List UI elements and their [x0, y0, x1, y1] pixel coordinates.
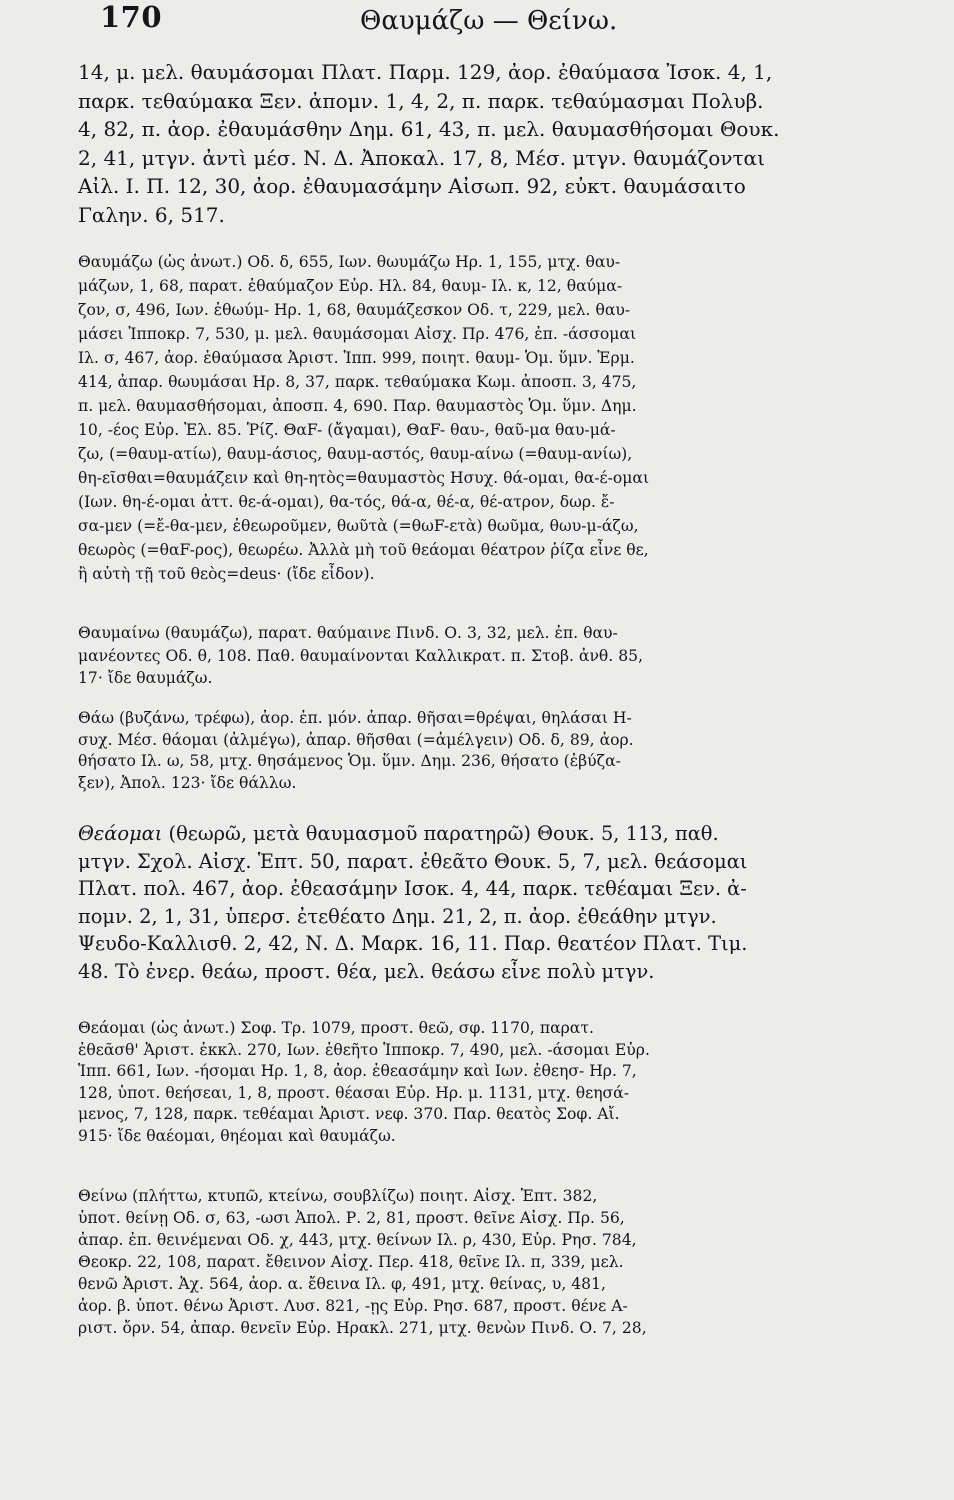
entry-line: μάζων, 1, 68, παρατ. ἐθαύμαζον Εὐρ. Ηλ. 84, θαυμ- Ιλ. κ, 12, θαύμα-: [78, 277, 623, 295]
entry-line: Θείνω (πλήττω, κτυπῶ, κτείνω, σουβλίζω) ποιητ. Αἰσχ. Ἑπτ. 382,: [78, 1187, 598, 1205]
entry-line: ζω, (=θαυμ-ατίω), θαυμ-άσιος, θαυμ-αστός, θαυμ-αίνω (=θαυμ-ανίω),: [78, 445, 633, 463]
entry-line: θεωρὸς (=θαF-ρος), θεωρέω. Ἀλλὰ μὴ τοῦ θεάομαι θέατρον ῥίζα εἶνε θε,: [78, 541, 649, 559]
entry-line: Θάω (βυζάνω, τρέφω), ἀορ. ἐπ. μόν. ἀπαρ. θῆσαι=θρέψαι, θηλάσαι Η-: [78, 709, 632, 727]
entry-line: Πλατ. πολ. 467, ἀορ. ἐθεασάμην Ισοκ. 4, 44, παρκ. τεθέαμαι Ξεν. ἀ-: [78, 877, 747, 900]
entry-lemma: Θεάομαι: [78, 822, 163, 845]
entry-line: 14, μ. μελ. θαυμάσομαι Πλατ. Παρμ. 129, ἀορ. ἐθαύμασα Ἰσοκ. 4, 1,: [78, 60, 773, 84]
entry-theaomai: [78, 1018, 868, 1147]
entry-line: π. μελ. θαυμασθήσομαι, ἀποσπ. 4, 690. Παρ. θαυμαστὸς Ὁμ. ὕμν. Δημ.: [78, 397, 637, 415]
entry-theaomai-italic: [78, 820, 868, 985]
entry-line: ξεν), Ἀπολ. 123· ἴδε θάλλω.: [78, 773, 297, 792]
entry-line: (Ιων. θη-έ-ομαι ἀττ. θε-ά-ομαι), θα-τός, θά-α, θέ-α, θέ-ατρον, δωρ. ἔ-: [78, 493, 615, 511]
entry-line: Ἱππ. 661, Ιων. -ήσομαι Ηρ. 1, 8, ἀορ. ἐθεασάμην καὶ Ιων. ἐθεησ- Ηρ. 7,: [78, 1062, 637, 1080]
entry-line: Ψευδο-Καλλισθ. 2, 42, Ν. Δ. Μαρκ. 16, 11. Παρ. θεατέον Πλατ. Τιμ.: [78, 932, 748, 955]
page-number: 170: [100, 0, 163, 34]
entry-theino: [78, 1185, 868, 1339]
entry-line: ἐθεᾶσθ' Ἀριστ. ἐκκλ. 270, Ιων. ἐθεῆτο Ἱπποκρ. 7, 490, μελ. -άσομαι Εὐρ.: [78, 1040, 650, 1059]
entry-line: θη-εῖσθαι=θαυμάζειν καὶ θη-ητὸς=θαυμαστὸς Ησυχ. θά-ομαι, θα-έ-ομαι: [78, 469, 650, 487]
entry-line: ἀπαρ. ἐπ. θεινέμεναι Οδ. χ, 443, μτχ. θείνων Ιλ. ρ, 430, Εὐρ. Ρησ. 784,: [78, 1231, 637, 1249]
entry-line: συχ. Μέσ. θάομαι (ἀλμέγω), ἀπαρ. θῆσθαι (=ἀμέλγειν) Οδ. δ, 89, ἀορ.: [78, 730, 634, 749]
entry-line: 10, -έος Εὐρ. Ἑλ. 85. Ῥίζ. ΘαF- (ἄγαμαι), ΘαF- θαυ-, θαῦ-μα θαυ-μά-: [78, 421, 616, 439]
entry-line: Γαλην. 6, 517.: [78, 202, 225, 227]
entry-line: παρκ. τεθαύμακα Ξεν. ἀπομν. 1, 4, 2, π. παρκ. τεθαύμασμαι Πολυβ.: [78, 88, 764, 113]
entry-first-line-rest: (θεωρῶ, μετὰ θαυμασμοῦ παρατηρῶ) Θουκ. 5, 113, παθ.: [162, 822, 719, 845]
entry-line: ὑποτ. θείνῃ Οδ. σ, 63, -ωσι Ἀπολ. Ρ. 2, 81, προστ. θεῖνε Αἰσχ. Πρ. 56,: [78, 1209, 625, 1227]
entry-line: 915· ἴδε θαέομαι, θηέομαι καὶ θαυμάζω.: [78, 1126, 396, 1145]
entry-line: Ιλ. σ, 467, ἀορ. ἐθαύμασα Ἀριστ. Ἱππ. 999, ποιητ. θαυμ- Ὁμ. ὕμν. Ἑρμ.: [78, 349, 635, 367]
entry-line: Αἰλ. Ι. Π. 12, 30, ἀορ. ἐθαυμασάμην Αἰσωπ. 92, εὐκτ. θαυμάσαιτο: [78, 174, 746, 198]
entry-line: ζον, σ, 496, Ιων. ἐθωύμ- Ηρ. 1, 68, θαυμάζεσκον Οδ. τ, 229, μελ. θαυ-: [78, 301, 631, 319]
entry-line: θήσατο Ιλ. ω, 58, μτχ. θησάμενος Ὁμ. ὕμν. Δημ. 236, θήσατο (ἐβύζα-: [78, 752, 621, 770]
entry-first-line: [78, 820, 868, 848]
entry-line: 4, 82, π. ἀορ. ἐθαυμάσθην Δημ. 61, 43, π. μελ. θαυμασθήσομαι Θουκ.: [78, 117, 780, 141]
entry-thaumazo: [78, 250, 868, 586]
entry-line: μανέοντες Οδ. θ, 108. Παθ. θαυμαίνονται Καλλικρατ. π. Στοβ. ἀνθ. 85,: [78, 646, 644, 665]
entry-line: Θεοκρ. 22, 108, παρατ. ἔθεινον Αἰσχ. Περ. 418, θεῖνε Ιλ. π, 339, μελ.: [78, 1253, 624, 1271]
entry-thao: [78, 708, 868, 794]
entry-line: 17· ἴδε θαυμάζω.: [78, 669, 213, 687]
entry-line: ἢ αὐτὴ τῇ τοῦ θεὸς=deus· (ἴδε εἶδον).: [78, 565, 375, 583]
entry-line: μάσει Ἱπποκρ. 7, 530, μ. μελ. θαυμάσομαι Αἰσχ. Πρ. 476, ἐπ. -άσσομαι: [78, 325, 637, 343]
entry-line: Θαυμάζω (ὡς ἀνωτ.) Οδ. δ, 655, Ιων. θωυμάζω Ηρ. 1, 155, μτχ. θαυ-: [78, 253, 621, 271]
entry-line: Θεάομαι (ὡς ἀνωτ.) Σοφ. Τρ. 1079, προστ. θεῶ, σφ. 1170, παρατ.: [78, 1019, 594, 1037]
running-title: Θαυμάζω — Θείνω.: [360, 6, 618, 36]
entry-line: πομν. 2, 1, 31, ὑπερσ. ἐτεθέατο Δημ. 21, 2, π. ἀορ. ἐθεάθην μτγν.: [78, 904, 717, 928]
entry-line: Θαυμαίνω (θαυμάζω), παρατ. θαύμαινε Πινδ. Ο. 3, 32, μελ. ἐπ. θαυ-: [78, 624, 618, 642]
entry-line: ριστ. ὄρν. 54, ἀπαρ. θενεῖν Εὐρ. Ηρακλ. 271, μτχ. θενὼν Πινδ. Ο. 7, 28,: [78, 1319, 647, 1337]
entry-line: θενῶ Ἀριστ. Ἀχ. 564, ἀορ. α. ἔθεινα Ιλ. φ, 491, μτχ. θείνας, υ, 481,: [78, 1275, 606, 1293]
entry-line: 2, 41, μτγν. ἀντὶ μέσ. Ν. Δ. Ἀποκαλ. 17, 8, Μέσ. μτγν. θαυμάζονται: [78, 145, 765, 170]
entry-thaumaino: [78, 622, 868, 690]
entry-line: 128, ὑποτ. θεήσεαι, 1, 8, προστ. θέασαι Εὐρ. Ηρ. μ. 1131, μτχ. θεησά-: [78, 1083, 629, 1102]
entry-line: 414, ἀπαρ. θωυμάσαι Ηρ. 8, 37, παρκ. τεθαύμακα Κωμ. ἀποσπ. 3, 475,: [78, 373, 637, 391]
entry-line: μτγν. Σχολ. Αἰσχ. Ἑπτ. 50, παρατ. ἐθεᾶτο Θουκ. 5, 7, μελ. θεάσομαι: [78, 849, 748, 873]
entry-line: 48. Τὸ ἐνερ. θεάω, προστ. θέα, μελ. θεάσω εἶνε πολὺ μτγν.: [78, 959, 655, 983]
entry-line: ἀορ. β. ὑποτ. θένω Ἀριστ. Λυσ. 821, -ῃς Εὐρ. Ρησ. 687, προστ. θένε Α-: [78, 1297, 628, 1315]
entry-line: σα-μεν (=ἔ-θα-μεν, ἐθεωροῦμεν, θωῦτὰ (=θωF-ετὰ) θωῦμα, θωυ-μ-άζω,: [78, 517, 639, 535]
entry-thaumazo-continued: [78, 58, 868, 229]
entry-line: μενος, 7, 128, παρκ. τεθέαμαι Ἀριστ. νεφ. 370. Παρ. θεατὸς Σοφ. Αἴ.: [78, 1105, 620, 1123]
